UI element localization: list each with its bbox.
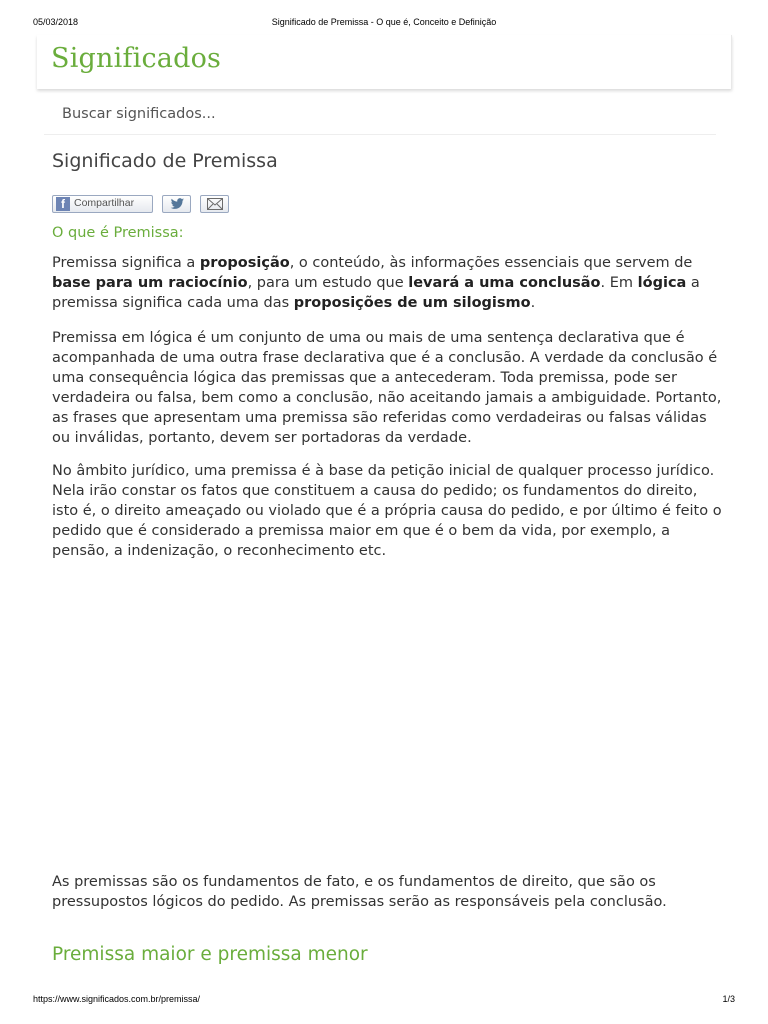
page-title: Significado de Premissa [52,150,278,172]
email-share-button[interactable] [200,195,229,213]
paragraph-intro: Premissa significa a proposição, o conteúdo, às informações essenciais que servem de base para um raciocínio, para um estudo que levará a uma conclusão. Em lógica a premissa significa cada uma das proposições de um silogismo. [52,255,700,311]
mail-icon [207,198,223,210]
paragraph-juridico: No âmbito jurídico, uma premissa é à base da petição inicial de qualquer processo jurídico. Nela irão constar os fatos que constituem a causa do pedido; os fundamentos do direito, isto é, o direito ameaçado ou violado que é a própria causa do pedido, e por último é feito o pedido que é considerado a premissa maior em que é o bem da vida, por exemplo, a pensão, a indenização, o reconhecimento etc. [52,463,722,559]
print-header [0,17,768,29]
facebook-share-label: Compartilhar [74,197,135,209]
print-date: 05/03/2018 [33,17,79,27]
print-url: https://www.significados.com.br/premissa/ [33,994,201,1004]
print-page-number: 1/3 [722,994,735,1004]
site-header [37,35,732,89]
print-doc-title: Significado de Premissa - O que é, Conceito e Definição [271,17,497,27]
paragraph-logic: Premissa em lógica é um conjunto de uma ou mais de uma sentença declarativa que é acompanhada de uma outra frase declarativa que é a conclusão. A verdade da conclusão é uma consequência lógica das premissas que a antecederam. Toda premissa, pode ser verdadeira ou falsa, bem como a conclusão, não aceitando jamais a ambiguidade. Portanto, as frases que apresentam uma premissa são referidas como verdadeiras ou falsas válidas ou inválidas, portanto, devem ser portadoras da verdade. [52,330,722,446]
facebook-icon: f [56,197,70,211]
keyword-link: proposição [199,255,290,271]
search-input[interactable] [44,96,704,132]
twitter-share-button[interactable] [162,195,191,213]
search-bar [44,96,716,135]
paragraph-fundamentos: As premissas são os fundamentos de fato, e os fundamentos de direito, que são os pressupostos lógicos do pedido. As premissas serão as responsáveis pela conclusão. [52,874,667,910]
keyword-link: levará a uma conclusão [408,275,601,291]
twitter-icon [169,198,185,210]
keyword-link[interactable]: lógica [637,275,687,291]
section-subtitle: O que é Premissa: [52,225,184,241]
facebook-share-button[interactable] [52,195,153,213]
print-footer [0,994,768,1006]
site-logo[interactable]: Significados [51,43,222,74]
ad-placeholder [52,575,722,855]
section-heading: Premissa maior e premissa menor [52,944,368,965]
keyword-link: proposições de um silogismo [293,295,531,311]
keyword-link: base para um raciocínio [52,275,248,291]
